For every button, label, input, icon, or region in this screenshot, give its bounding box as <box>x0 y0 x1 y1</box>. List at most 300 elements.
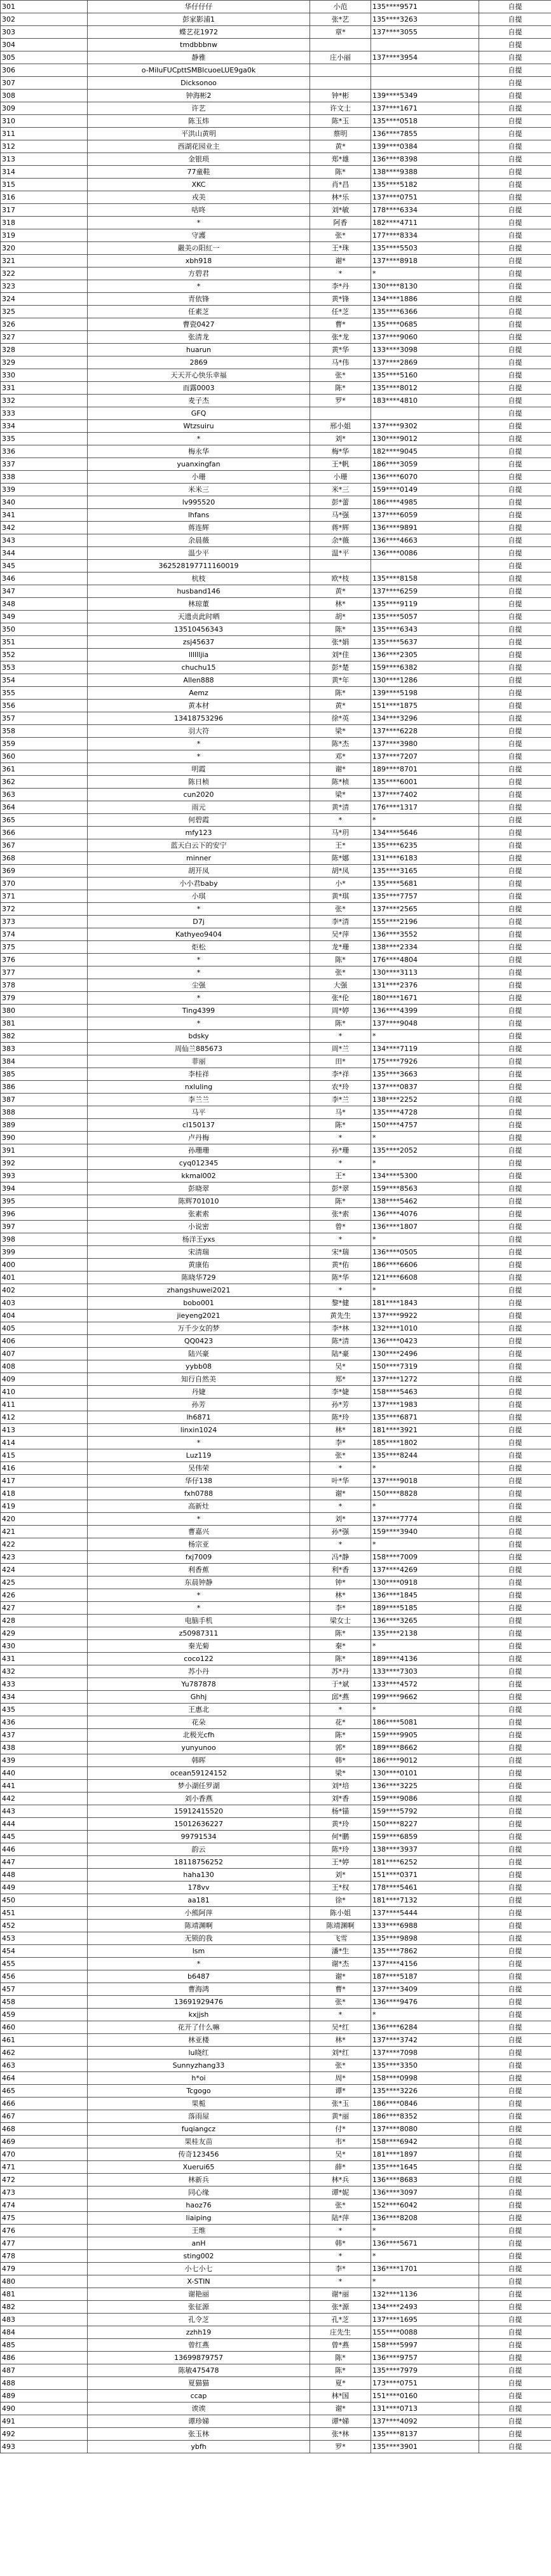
phone-cell: * <box>371 1538 479 1551</box>
nickname-cell: 谢艳丽 <box>88 2288 310 2301</box>
nickname-cell: 卢丹梅 <box>88 1132 310 1144</box>
phone-cell: 137****1671 <box>371 102 479 115</box>
nickname-cell: minner <box>88 852 310 865</box>
name-cell: 吴* <box>310 2148 371 2161</box>
phone-cell: 136****6284 <box>371 2021 479 2034</box>
table-row <box>1 1017 551 1030</box>
name-cell: 谢* <box>310 1488 371 1500</box>
name-cell: 张* <box>310 1996 371 2009</box>
status-cell: 自提 <box>479 1716 551 1729</box>
name-cell: 张*林 <box>310 2428 371 2441</box>
phone-cell: 137****3742 <box>371 2034 479 2047</box>
status-cell: 自提 <box>479 560 551 573</box>
row-number: 464 <box>1 2072 88 2085</box>
nickname-cell: zsj45637 <box>88 636 310 649</box>
name-cell: 庄小丽 <box>310 51 371 64</box>
phone-cell: * <box>371 1640 479 1653</box>
table-row <box>1 242 551 255</box>
row-number: 429 <box>1 1627 88 1640</box>
status-cell: 自提 <box>479 1576 551 1589</box>
nickname-cell: 华仔138 <box>88 1475 310 1488</box>
status-cell: 自提 <box>479 153 551 166</box>
row-number: 407 <box>1 1348 88 1360</box>
status-cell: 自提 <box>479 916 551 928</box>
nickname-cell: * <box>88 1602 310 1615</box>
status-cell: 自提 <box>479 1233 551 1246</box>
nickname-cell: Kathyeo9404 <box>88 928 310 941</box>
row-number: 349 <box>1 611 88 623</box>
table-row <box>1 1271 551 1284</box>
phone-cell: * <box>371 268 479 280</box>
name-cell: 马*强 <box>310 509 371 522</box>
nickname-cell: coco122 <box>88 1653 310 1665</box>
phone-cell: 137****9302 <box>371 420 479 433</box>
row-number: 484 <box>1 2326 88 2339</box>
name-cell: 罗* <box>310 2441 371 2453</box>
name-cell: 孔*芝 <box>310 2314 371 2326</box>
name-cell: 刘* <box>310 1513 371 1526</box>
nickname-cell: 钟海彬2 <box>88 90 310 102</box>
status-cell: 自提 <box>479 636 551 649</box>
row-number: 361 <box>1 763 88 776</box>
row-number: 393 <box>1 1170 88 1183</box>
name-cell: 梁* <box>310 725 371 738</box>
phone-cell: 136****4399 <box>371 1005 479 1017</box>
name-cell: 孙*强 <box>310 1526 371 1538</box>
name-cell: 张*索 <box>310 1208 371 1221</box>
table-row <box>1 789 551 801</box>
table-row <box>1 1462 551 1475</box>
nickname-cell: zzhh19 <box>88 2326 310 2339</box>
row-number: 379 <box>1 992 88 1005</box>
phone-cell: 159****6382 <box>371 661 479 674</box>
nickname-cell: 曾红燕 <box>88 2339 310 2352</box>
table-row <box>1 1945 551 1958</box>
table-row <box>1 1627 551 1640</box>
name-cell <box>310 560 371 573</box>
row-number: 365 <box>1 814 88 827</box>
name-cell: 林*国 <box>310 2390 371 2403</box>
phone-cell: 150****4757 <box>371 1119 479 1132</box>
name-cell: 韩* <box>310 2237 371 2250</box>
table-row <box>1 179 551 191</box>
name-cell: * <box>310 1500 371 1513</box>
phone-cell: 158****0998 <box>371 2072 479 2085</box>
nickname-cell: 夏猫猫 <box>88 2377 310 2390</box>
phone-cell: 136****1701 <box>371 2263 479 2275</box>
table-row <box>1 1119 551 1132</box>
row-number: 445 <box>1 1831 88 1843</box>
status-cell: 自提 <box>479 140 551 153</box>
nickname-cell: anH <box>88 2237 310 2250</box>
table-row <box>1 611 551 623</box>
status-cell: 自提 <box>479 2237 551 2250</box>
table-row <box>1 2301 551 2314</box>
status-cell: 自提 <box>479 1754 551 1767</box>
name-cell: 孙*珊 <box>310 1144 371 1157</box>
phone-cell: * <box>371 1462 479 1475</box>
name-cell: 张* <box>310 1449 371 1462</box>
table-row <box>1 2212 551 2225</box>
status-cell: 自提 <box>479 1399 551 1411</box>
nickname-cell: 蝶艺花1972 <box>88 26 310 39</box>
table-row <box>1 776 551 789</box>
name-cell: 陈* <box>310 1119 371 1132</box>
status-cell: 自提 <box>479 1144 551 1157</box>
row-number: 360 <box>1 750 88 763</box>
nickname-cell: Tcgogo <box>88 2085 310 2098</box>
row-number: 477 <box>1 2237 88 2250</box>
row-number: 307 <box>1 77 88 90</box>
phone-cell: 186****9012 <box>371 1754 479 1767</box>
nickname-cell: 刘小香燕 <box>88 1793 310 1805</box>
table-row <box>1 2415 551 2428</box>
nickname-cell: XKC <box>88 179 310 191</box>
phone-cell: 137****7207 <box>371 750 479 763</box>
table-row <box>1 941 551 954</box>
nickname-cell: 林琼董 <box>88 598 310 611</box>
nickname-cell: 曹嘉兴 <box>88 1526 310 1538</box>
row-number: 475 <box>1 2212 88 2225</box>
table-row <box>1 890 551 903</box>
name-cell: 叶*华 <box>310 1475 371 1488</box>
name-cell: 胡*凤 <box>310 865 371 878</box>
status-cell: 自提 <box>479 2136 551 2148</box>
nickname-cell: X-STIN <box>88 2275 310 2288</box>
row-number: 319 <box>1 229 88 242</box>
table-row <box>1 2186 551 2199</box>
row-number: 406 <box>1 1335 88 1348</box>
phone-cell: * <box>371 1132 479 1144</box>
nickname-cell: * <box>88 1589 310 1602</box>
row-number: 482 <box>1 2301 88 2314</box>
status-cell: 自提 <box>479 1221 551 1233</box>
table-row <box>1 1246 551 1259</box>
nickname-cell: 胡开凤 <box>88 865 310 878</box>
status-cell: 自提 <box>479 2301 551 2314</box>
name-cell: 黄*年 <box>310 674 371 687</box>
nickname-cell: Xuerui65 <box>88 2161 310 2174</box>
nickname-cell: 宋清瑞 <box>88 1246 310 1259</box>
status-cell: 自提 <box>479 356 551 369</box>
nickname-cell: 尘强 <box>88 979 310 992</box>
nickname-cell: * <box>88 217 310 229</box>
row-number: 377 <box>1 966 88 979</box>
phone-cell: 186****6606 <box>371 1259 479 1271</box>
phone-cell: 150****8227 <box>371 1818 479 1831</box>
table-row <box>1 1284 551 1297</box>
phone-cell: 182****4711 <box>371 217 479 229</box>
name-cell: 龙*珊 <box>310 941 371 954</box>
row-number: 362 <box>1 776 88 789</box>
phone-cell: 159****9086 <box>371 1793 479 1805</box>
nickname-cell: Allen888 <box>88 674 310 687</box>
table-row <box>1 1132 551 1144</box>
phone-cell: 135****5503 <box>371 242 479 255</box>
name-cell: 宋*瑞 <box>310 1246 371 1259</box>
nickname-cell: GFQ <box>88 407 310 420</box>
table-row <box>1 1475 551 1488</box>
row-number: 413 <box>1 1424 88 1437</box>
row-number: 420 <box>1 1513 88 1526</box>
table-row <box>1 623 551 636</box>
status-cell: 自提 <box>479 293 551 306</box>
status-cell: 自提 <box>479 801 551 814</box>
row-number: 374 <box>1 928 88 941</box>
nickname-cell: ybfh <box>88 2441 310 2453</box>
row-number: 416 <box>1 1462 88 1475</box>
row-number: 335 <box>1 433 88 445</box>
nickname-cell: yuanxingfan <box>88 458 310 471</box>
status-cell: 自提 <box>479 1310 551 1322</box>
table-row <box>1 306 551 318</box>
name-cell: 余*薇 <box>310 534 371 547</box>
table-row <box>1 1005 551 1017</box>
nickname-cell: 王维 <box>88 2225 310 2237</box>
table-row <box>1 2403 551 2415</box>
status-cell: 自提 <box>479 1881 551 1894</box>
name-cell: 小珊 <box>310 471 371 484</box>
row-number: 424 <box>1 1564 88 1576</box>
status-cell: 自提 <box>479 966 551 979</box>
nickname-cell: 李兰兰 <box>88 1094 310 1106</box>
name-cell: 张*伦 <box>310 992 371 1005</box>
nickname-cell: kxjjsh <box>88 2009 310 2021</box>
nickname-cell: Dicksonoo <box>88 77 310 90</box>
row-number: 394 <box>1 1183 88 1195</box>
status-cell: 自提 <box>479 1360 551 1373</box>
nickname-cell: Ting4399 <box>88 1005 310 1017</box>
phone-cell: 158****7009 <box>371 1551 479 1564</box>
status-cell: 自提 <box>479 2415 551 2428</box>
row-number: 459 <box>1 2009 88 2021</box>
name-cell: 飞雪 <box>310 1932 371 1945</box>
phone-cell: 130****8130 <box>371 280 479 293</box>
row-number: 315 <box>1 179 88 191</box>
row-number: 344 <box>1 547 88 560</box>
row-number: 466 <box>1 2098 88 2110</box>
row-number: 408 <box>1 1360 88 1373</box>
phone-cell: 134****5646 <box>371 827 479 839</box>
nickname-cell: ocean59124152 <box>88 1767 310 1780</box>
phone-cell: 158****5997 <box>371 2339 479 2352</box>
phone-cell: 138****3937 <box>371 1843 479 1856</box>
name-cell: 韦* <box>310 2136 371 2148</box>
table-row <box>1 1958 551 1970</box>
table-row <box>1 1729 551 1742</box>
table-row <box>1 1564 551 1576</box>
name-cell: 陆*萍 <box>310 2212 371 2225</box>
table-row <box>1 1 551 13</box>
phone-cell: 134****7119 <box>371 1043 479 1055</box>
nickname-cell: 小琪 <box>88 890 310 903</box>
table-row <box>1 1424 551 1437</box>
nickname-cell: huarun <box>88 344 310 356</box>
nickname-cell: 陈敏475478 <box>88 2364 310 2377</box>
phone-cell: 136****3225 <box>371 1780 479 1793</box>
row-number: 465 <box>1 2085 88 2098</box>
phone-cell: 178****5461 <box>371 1881 479 1894</box>
status-cell: 自提 <box>479 1564 551 1576</box>
status-cell: 自提 <box>479 1500 551 1513</box>
table-row <box>1 725 551 738</box>
phone-cell <box>371 39 479 51</box>
table-row <box>1 77 551 90</box>
row-number: 397 <box>1 1221 88 1233</box>
phone-cell: 159****9905 <box>371 1729 479 1742</box>
table-row <box>1 484 551 496</box>
table-row <box>1 687 551 700</box>
table-row <box>1 1043 551 1055</box>
phone-cell: 137****7774 <box>371 1513 479 1526</box>
nickname-cell: 知行自然美 <box>88 1373 310 1386</box>
nickname-cell: lllllljia <box>88 649 310 661</box>
table-row <box>1 801 551 814</box>
name-cell: 陈*清 <box>310 1335 371 1348</box>
table-row <box>1 979 551 992</box>
phone-cell: 136****2305 <box>371 649 479 661</box>
status-cell: 自提 <box>479 2110 551 2123</box>
status-cell: 自提 <box>479 763 551 776</box>
row-number: 369 <box>1 865 88 878</box>
name-cell: 钟* <box>310 1576 371 1589</box>
row-number: 443 <box>1 1805 88 1818</box>
status-cell: 自提 <box>479 1271 551 1284</box>
row-number: 458 <box>1 1996 88 2009</box>
status-cell: 自提 <box>479 1665 551 1678</box>
name-cell: 李*丹 <box>310 280 371 293</box>
phone-cell: 136****1845 <box>371 1589 479 1602</box>
name-cell: 陈* <box>310 1195 371 1208</box>
status-cell: 自提 <box>479 1907 551 1920</box>
row-number: 341 <box>1 509 88 522</box>
row-number: 446 <box>1 1843 88 1856</box>
table-row <box>1 496 551 509</box>
row-number: 400 <box>1 1259 88 1271</box>
row-number: 334 <box>1 420 88 433</box>
row-number: 356 <box>1 700 88 712</box>
phone-cell: * <box>371 1030 479 1043</box>
table-row <box>1 1589 551 1602</box>
nickname-cell: cun2020 <box>88 789 310 801</box>
row-number: 384 <box>1 1055 88 1068</box>
row-number: 350 <box>1 623 88 636</box>
phone-cell: 183****4810 <box>371 395 479 407</box>
table-row <box>1 2263 551 2275</box>
name-cell: 林* <box>310 598 371 611</box>
table-row <box>1 573 551 585</box>
name-cell: 张* <box>310 903 371 916</box>
phone-cell: 136****0423 <box>371 1335 479 1348</box>
name-cell: 林* <box>310 1424 371 1437</box>
table-row <box>1 839 551 852</box>
name-cell: 陈* <box>310 1017 371 1030</box>
status-cell: 自提 <box>479 522 551 534</box>
nickname-cell: h*oi <box>88 2072 310 2085</box>
nickname-cell: 梦小湖任罗湖 <box>88 1780 310 1793</box>
phone-cell: 159****5792 <box>371 1805 479 1818</box>
name-cell: 马*伟 <box>310 356 371 369</box>
table-row <box>1 2098 551 2110</box>
name-cell: 谢*丽 <box>310 2288 371 2301</box>
row-number: 387 <box>1 1094 88 1106</box>
phone-cell: 136****0086 <box>371 547 479 560</box>
phone-cell: 150****8828 <box>371 1488 479 1500</box>
table-row <box>1 433 551 445</box>
status-cell: 自提 <box>479 2212 551 2225</box>
table-row <box>1 1068 551 1081</box>
nickname-cell: 米米三 <box>88 484 310 496</box>
table-row <box>1 115 551 128</box>
row-number: 313 <box>1 153 88 166</box>
nickname-cell: 张素索 <box>88 1208 310 1221</box>
status-cell: 自提 <box>479 2059 551 2072</box>
phone-cell: 189****4136 <box>371 1653 479 1665</box>
status-cell: 自提 <box>479 725 551 738</box>
phone-cell: 130****0918 <box>371 1576 479 1589</box>
row-number: 404 <box>1 1310 88 1322</box>
row-number: 411 <box>1 1399 88 1411</box>
nickname-cell: linxin1024 <box>88 1424 310 1437</box>
nickname-cell: z50987311 <box>88 1627 310 1640</box>
table-row <box>1 560 551 573</box>
nickname-cell: 2869 <box>88 356 310 369</box>
phone-cell: 135****5057 <box>371 611 479 623</box>
table-row <box>1 2326 551 2339</box>
phone-cell: 135****8244 <box>371 1449 479 1462</box>
table-row <box>1 2364 551 2377</box>
name-cell: 黄*佑 <box>310 1259 371 1271</box>
table-row <box>1 1805 551 1818</box>
table-row <box>1 763 551 776</box>
name-cell: * <box>310 814 371 827</box>
nickname-cell: 利香蕉 <box>88 1564 310 1576</box>
name-cell: 温*平 <box>310 547 371 560</box>
row-number: 343 <box>1 534 88 547</box>
nickname-cell: * <box>88 1017 310 1030</box>
status-cell: 自提 <box>479 229 551 242</box>
status-cell: 自提 <box>479 1424 551 1437</box>
name-cell: * <box>310 2250 371 2263</box>
nickname-cell: 杭枝 <box>88 573 310 585</box>
name-cell: 孙*芳 <box>310 1399 371 1411</box>
row-number: 431 <box>1 1653 88 1665</box>
name-cell: 黄*锋 <box>310 293 371 306</box>
row-number: 317 <box>1 204 88 217</box>
status-cell: 自提 <box>479 1856 551 1869</box>
phone-cell: 135****2138 <box>371 1627 479 1640</box>
row-number: 316 <box>1 191 88 204</box>
nickname-cell: 15012636227 <box>88 1818 310 1831</box>
name-cell: 谭* <box>310 2085 371 2098</box>
name-cell: 李*婕 <box>310 1386 371 1399</box>
status-cell: 自提 <box>479 1437 551 1449</box>
row-number: 355 <box>1 687 88 700</box>
status-cell: 自提 <box>479 865 551 878</box>
row-number: 492 <box>1 2428 88 2441</box>
table-row <box>1 1488 551 1500</box>
row-number: 381 <box>1 1017 88 1030</box>
phone-cell: 137****9048 <box>371 1017 479 1030</box>
name-cell: 王* <box>310 1170 371 1183</box>
status-cell: 自提 <box>479 1488 551 1500</box>
nickname-cell: aa181 <box>88 1894 310 1907</box>
name-cell: 张* <box>310 2059 371 2072</box>
phone-cell: 137****3980 <box>371 738 479 750</box>
nickname-cell: nxluling <box>88 1081 310 1094</box>
nickname-cell: cyq012345 <box>88 1157 310 1170</box>
status-cell: 自提 <box>479 1640 551 1653</box>
